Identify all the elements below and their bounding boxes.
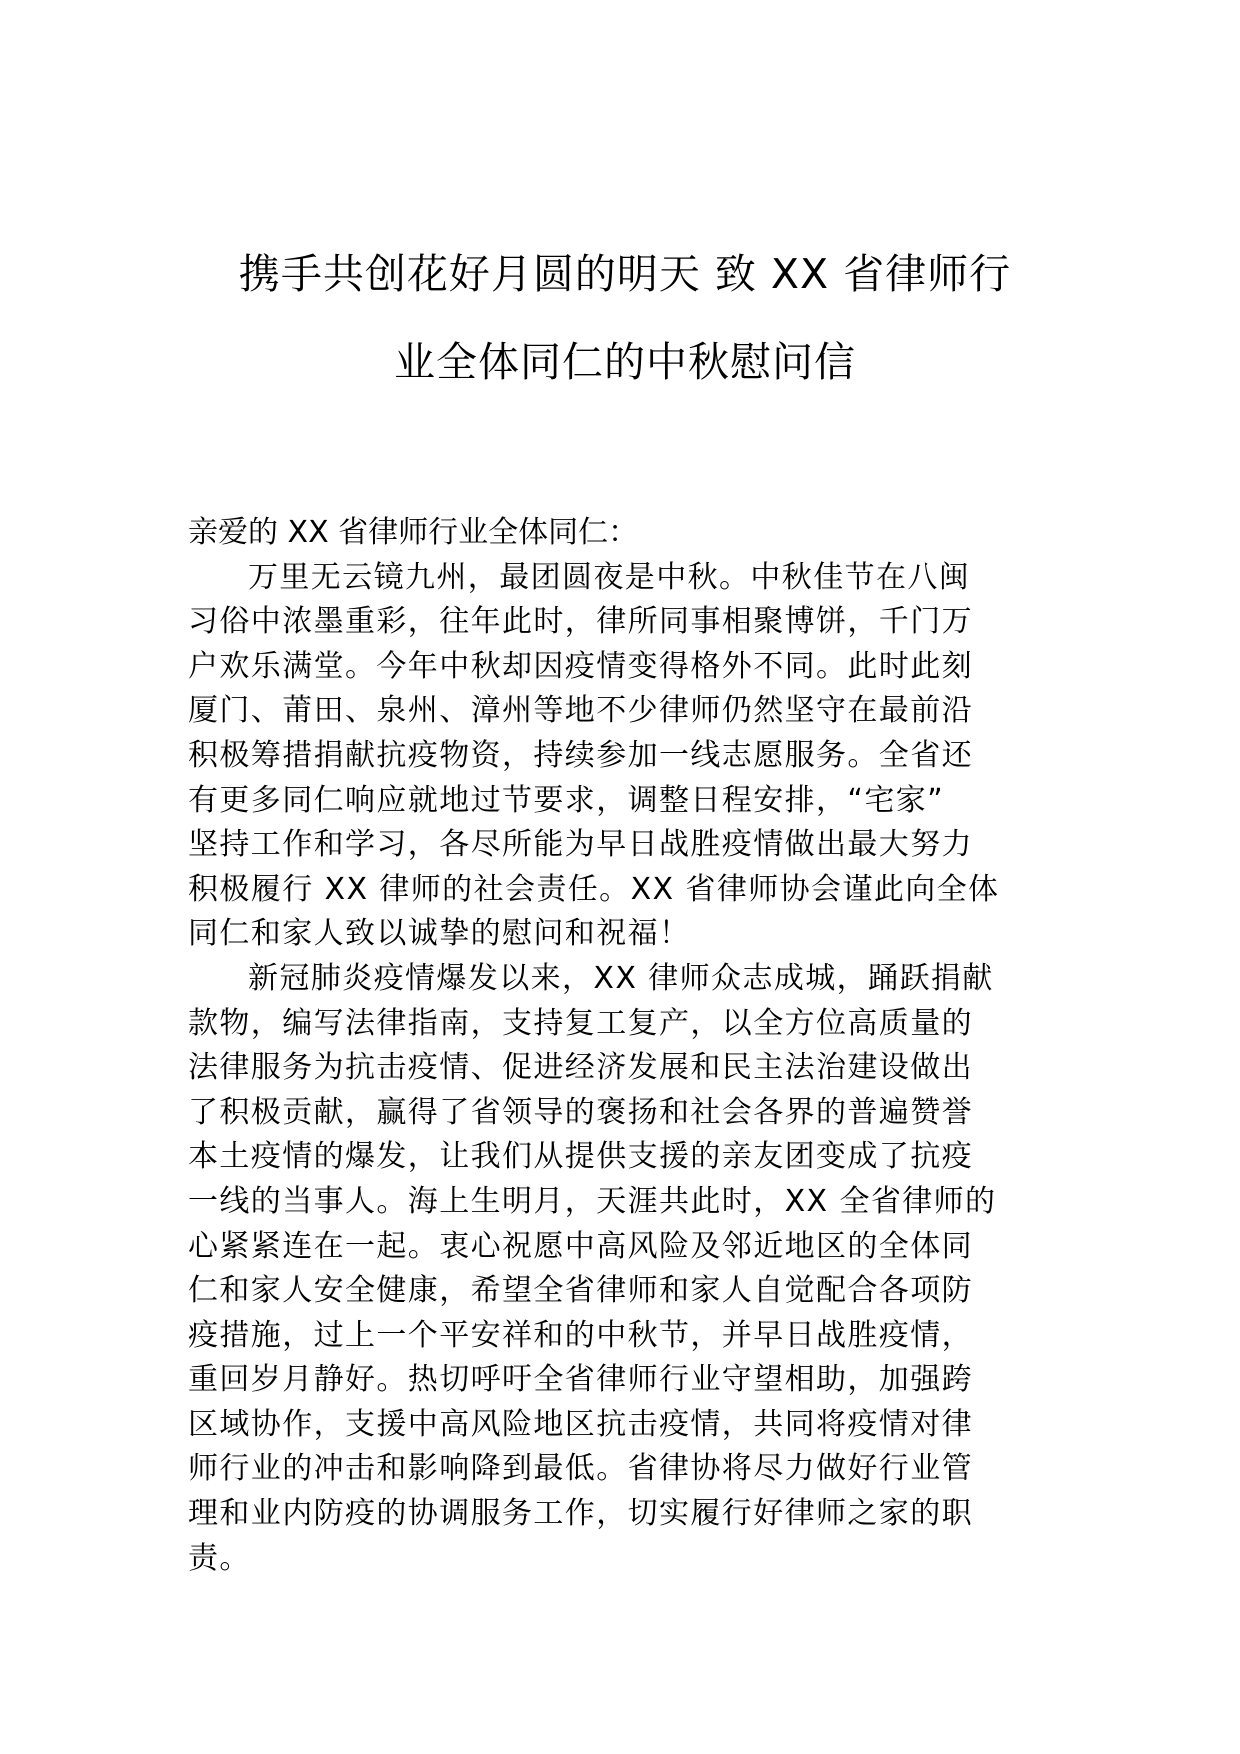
paragraph-line: 法律服务为抗击疫情、促进经济发展和民主法治建设做出 <box>188 1050 973 1086</box>
title-line: 业全体同仁的中秋慰问信 <box>394 338 856 386</box>
paragraph-line: 仁和家人安全健康，希望全省律师和家人自觉配合各项防 <box>188 1273 973 1309</box>
paragraph-line: 坚持工作和学习，各尽所能为早日战胜疫情做出最大努力 <box>188 827 973 863</box>
paragraph-line: 积极筹措捐献抗疫物资，持续参加一线志愿服务。全省还 <box>188 737 973 773</box>
paragraph-line: 积极履行 XX 律师的社会责任。XX 省律师协会谨此向全体 <box>188 871 1000 907</box>
paragraph-line: 厦门、莆田、泉州、漳州等地不少律师仍然坚守在最前沿 <box>188 693 973 729</box>
title-line: 携手共创花好月圆的明天 致 XX 省律师行 <box>238 250 1012 298</box>
letter-body <box>188 511 1058 1581</box>
paragraph-line: 师行业的冲击和影响降到最低。省律协将尽力做好行业管 <box>188 1451 973 1487</box>
salutation: 亲爱的 XX 省律师行业全体同仁： <box>188 515 639 550</box>
paragraph-line: 一线的当事人。海上生明月，天涯共此时，XX 全省律师的 <box>188 1183 997 1219</box>
document-title <box>185 230 1065 406</box>
paragraph <box>188 957 1058 1581</box>
paragraph-line: 心紧紧连在一起。衷心祝愿中高风险及邻近地区的全体同 <box>188 1228 973 1264</box>
paragraph-line: 万里无云镜九州，最团圆夜是中秋。中秋佳节在八闽 <box>248 559 971 595</box>
paragraph-line: 重回岁月静好。热切呼吁全省律师行业守望相助，加强跨 <box>188 1362 973 1398</box>
paragraph-line: 同仁和家人致以诚挚的慰问和祝福！ <box>188 916 691 952</box>
paragraph-line: 疫措施，过上一个平安祥和的中秋节，并早日战胜疫情， <box>188 1317 973 1353</box>
paragraph-line: 有更多同仁响应就地过节要求，调整日程安排，“宅家” <box>188 782 945 818</box>
paragraph-line: 户欢乐满堂。今年中秋却因疫情变得格外不同。此时此刻 <box>188 648 973 684</box>
paragraph-line: 责。 <box>188 1540 251 1576</box>
paragraph-line: 本土疫情的爆发，让我们从提供支援的亲友团变成了抗疫 <box>188 1139 973 1175</box>
paragraph-line: 款物，编写法律指南，支持复工复产，以全方位高质量的 <box>188 1005 973 1041</box>
paragraph-line: 了积极贡献，赢得了省领导的褒扬和社会各界的普遍赞誉 <box>188 1094 973 1130</box>
paragraph-line: 区域协作，支援中高风险地区抗击疫情，共同将疫情对律 <box>188 1406 973 1442</box>
paragraph <box>188 556 1058 957</box>
paragraph-line: 习俗中浓墨重彩，往年此时，律所同事相聚博饼，千门万 <box>188 604 973 640</box>
paragraph-line: 新冠肺炎疫情爆发以来，XX 律师众志成城，踊跃捐献 <box>248 960 994 996</box>
paragraph-line: 理和业内防疫的协调服务工作，切实履行好律师之家的职 <box>188 1496 973 1532</box>
